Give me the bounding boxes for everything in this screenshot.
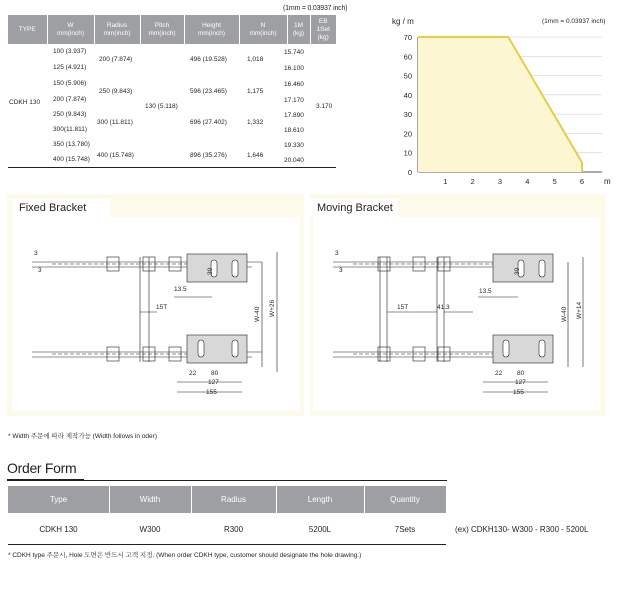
- dim-label: 127: [208, 379, 219, 386]
- moving-bracket-drawing: [313, 217, 600, 411]
- dim-label: 15T: [156, 304, 168, 311]
- table-bottom-rule: [8, 167, 336, 168]
- dim-label: 30: [514, 267, 521, 275]
- order-form-title: Order Form: [7, 460, 77, 476]
- radius-cell: 300 (11.811): [97, 119, 133, 126]
- height-cell: 696 (27.402): [190, 119, 227, 126]
- kg-cell: 17.890: [284, 112, 304, 119]
- w-cell: 350 (13.780): [53, 141, 90, 148]
- slot-hole: [503, 340, 509, 357]
- w-cell: 100 (3.937): [53, 48, 87, 55]
- col-type: TYPE: [8, 15, 47, 44]
- col-w: W mm(inch): [47, 15, 94, 44]
- dim-label: 22: [189, 370, 197, 377]
- eb-cell: 3.170: [316, 103, 333, 110]
- y-tick-label: 50: [403, 71, 412, 81]
- w-cell: 125 (4.921): [53, 64, 87, 71]
- order-value-radius: R300: [223, 525, 244, 534]
- order-example: (ex) CDKH130- W300 - R300 - 5200L: [455, 525, 589, 534]
- w-cell: 250 (9.843): [53, 111, 87, 118]
- col-height: Height mm(inch): [184, 15, 239, 44]
- x-tick-label: 6: [579, 177, 585, 186]
- w-cell: 150 (5.906): [53, 80, 87, 87]
- pitch-cell: 130 (5.118): [145, 103, 178, 110]
- col-eb: EB 1Set (kg): [310, 15, 336, 44]
- chart-ylabel: kg / m: [392, 17, 414, 26]
- dim-label: 3: [38, 267, 42, 274]
- order-title-accent: [7, 479, 84, 481]
- order-value-quantity: 7Sets: [394, 525, 416, 534]
- col-n: N mm(inch): [239, 15, 287, 44]
- x-tick-label: 1: [443, 177, 448, 186]
- dim-label: 30: [207, 267, 214, 275]
- dim-label: W+14: [576, 301, 583, 319]
- order-footnote: * CDKH type 주문시, Hole 도면은 반드시 고객 지정. (When order CDKH type, customer should designate the hole drawing.): [8, 552, 362, 559]
- dim-label: 80: [211, 370, 219, 377]
- order-value-type: CDKH 130: [39, 525, 78, 534]
- chart-xticks: [443, 177, 584, 186]
- col-1m: 1M (kg): [287, 15, 310, 44]
- n-cell: 1,332: [247, 119, 264, 126]
- spec-table-header: [8, 15, 336, 44]
- x-tick-label: 3: [497, 177, 503, 186]
- slot-hole: [539, 260, 545, 277]
- n-cell: 1,018: [247, 56, 264, 63]
- y-tick-label: 30: [403, 110, 412, 120]
- fixed-bracket-title: Fixed Bracket: [12, 199, 110, 217]
- load-chart: [380, 25, 620, 190]
- dim-label: 127: [515, 379, 526, 386]
- height-cell: 496 (19.528): [190, 56, 227, 63]
- n-cell: 1,646: [247, 152, 264, 159]
- slot-hole: [232, 260, 238, 277]
- order-header-radius: Radius: [221, 495, 246, 504]
- order-header-length: Length: [307, 495, 333, 504]
- dim-label: 3: [339, 267, 343, 274]
- dim-label: 3: [34, 250, 38, 257]
- kg-cell: 20.040: [284, 157, 304, 164]
- dim-label: 22: [495, 370, 503, 377]
- dim-label: 15T: [397, 304, 409, 311]
- kg-cell: 17.170: [284, 97, 304, 104]
- chart-note: (1mm = 0.03937 inch): [542, 18, 606, 25]
- unit-note: (1mm = 0.03937 inch): [283, 5, 348, 12]
- dim-label: 80: [517, 370, 525, 377]
- moving-bracket-title: Moving Bracket: [310, 199, 398, 217]
- dim-label: 155: [206, 389, 217, 396]
- dim-label: 13.5: [174, 286, 187, 293]
- slot-hole: [232, 340, 238, 357]
- kg-cell: 18.610: [284, 127, 304, 134]
- slot-hole: [198, 340, 204, 357]
- y-tick-label: 10: [403, 148, 412, 158]
- y-tick-label: 60: [403, 52, 412, 62]
- w-cell: 200 (7.874): [53, 96, 87, 103]
- w-cell: 300(11.811): [53, 126, 88, 133]
- x-tick-label: 2: [470, 177, 475, 186]
- kg-cell: 15.740: [284, 49, 304, 56]
- chart-xlabel: m: [604, 177, 611, 186]
- order-value-length: 5200L: [308, 525, 332, 534]
- radius-cell: 250 (9.843): [99, 88, 133, 95]
- kg-cell: 16.100: [284, 65, 304, 72]
- order-header-type: Type: [49, 495, 68, 504]
- type-cell: CDKH 130: [9, 99, 41, 106]
- col-radius: Radius mm(inch): [94, 15, 140, 44]
- x-tick-label: 5: [552, 177, 557, 186]
- dim-label: 3: [335, 250, 339, 257]
- radius-cell: 400 (15.748): [97, 152, 134, 159]
- height-cell: 596 (23.465): [190, 88, 227, 95]
- order-header-width: Width: [139, 495, 161, 504]
- w-cell: 400 (15.748): [53, 156, 90, 163]
- dim-label: W-40: [561, 306, 568, 322]
- chart-yticks: [404, 33, 412, 177]
- radius-cell: 200 (7.874): [99, 56, 133, 63]
- dim-label: W+26: [269, 299, 276, 317]
- order-value-width: W300: [139, 525, 161, 534]
- y-tick-label: 40: [403, 90, 412, 100]
- dim-label: 155: [513, 389, 524, 396]
- order-bottom-rule: [8, 544, 446, 545]
- y-tick-label: 70: [403, 33, 412, 42]
- n-cell: 1,175: [247, 88, 264, 95]
- x-tick-label: 4: [525, 177, 530, 186]
- fixed-bracket-drawing: [12, 217, 300, 411]
- kg-cell: 19.330: [284, 142, 304, 149]
- y-tick-label: 0: [407, 168, 412, 177]
- height-cell: 896 (35.276): [190, 152, 227, 159]
- slot-hole: [539, 340, 545, 357]
- y-tick-label: 20: [403, 129, 412, 139]
- dim-label: 41.3: [437, 304, 450, 311]
- chart-area: [418, 37, 582, 172]
- dim-label: 13.5: [479, 288, 492, 295]
- col-pitch: Pitch mm(inch): [140, 15, 184, 44]
- width-note: * Width 주문에 따라 제작가능 (Width follows in oder): [8, 433, 157, 440]
- kg-cell: 16.460: [284, 81, 304, 88]
- dim-label: W-40: [254, 306, 261, 322]
- order-header-quantity: Quantity: [390, 495, 420, 504]
